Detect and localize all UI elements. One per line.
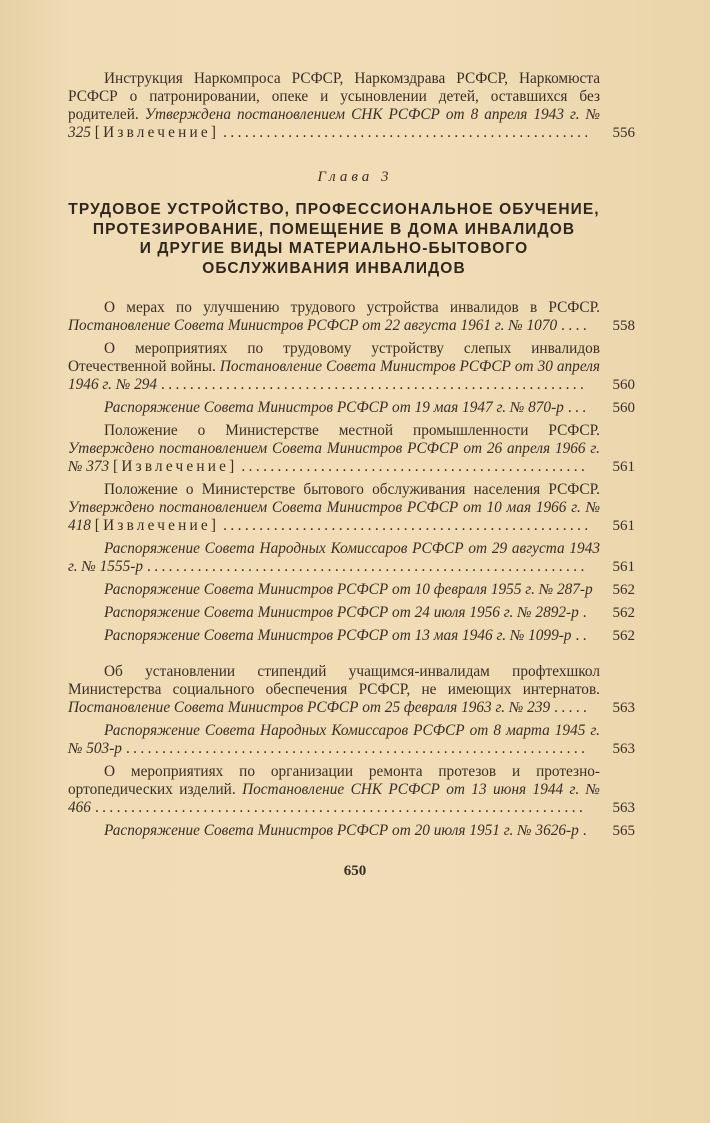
entry-source: Утверждено постановлением Совета Министров РСФСР от 26 апреля 1966 г. № 373: [68, 439, 600, 475]
entry-page-number: 563: [612, 740, 635, 757]
entry-text: [68, 299, 600, 335]
entry-source: Распоряжение Совета Министров РСФСР от 10 февраля 1955 г. № 287-р: [104, 580, 593, 598]
dot-leader: ...................................................: [223, 124, 592, 141]
contents-entry: [68, 626, 635, 645]
page-content: [68, 70, 635, 880]
dot-leader: .: [582, 821, 591, 839]
entry-source: Распоряжение Совета Народных Комиссаров РСФСР от 8 марта 1945 г. № 503-р: [68, 721, 600, 757]
entry-page-number: 562: [612, 604, 635, 621]
dot-leader: .............................................................: [147, 557, 588, 575]
entry-page-number: 560: [612, 399, 635, 416]
contents-entry: [68, 721, 635, 758]
entry-title: Об установлении стипендий учащимся-инвалидам профтехшкол Министерства социального обеспечения РСФСР, не имеющих интернатов.: [68, 662, 600, 698]
contents-entry: [68, 298, 635, 335]
page-number: 650: [343, 862, 367, 879]
entry-text: [68, 722, 600, 758]
entry-title: Положение о Министерстве бытового обслуживания населения РСФСР.: [104, 480, 600, 498]
dot-leader: .: [582, 603, 591, 621]
entry-page-number: 563: [612, 699, 635, 716]
dot-leader: ................................................................: [125, 739, 589, 757]
contents-entry: [68, 603, 635, 622]
contents-list: [68, 298, 635, 840]
entry-page-number: 560: [612, 376, 635, 393]
entry-text: [68, 399, 600, 417]
entry-page-number: 562: [612, 627, 635, 644]
entry-page-number: 562: [612, 581, 635, 598]
entry-page-number: 556: [612, 125, 635, 141]
entry-text: [68, 70, 600, 142]
entry-page-number: 561: [612, 558, 635, 575]
entry-text: [68, 340, 600, 394]
dot-leader: ....................................................................: [94, 798, 587, 816]
entry-source: Распоряжение Совета Министров РСФСР от 13 мая 1946 г. № 1099-р: [104, 626, 572, 644]
contents-entry: [68, 70, 635, 142]
entry-text: [68, 581, 600, 599]
contents-entry: [68, 398, 635, 417]
contents-entry: [68, 662, 635, 717]
contents-entry: [68, 762, 635, 817]
entry-source: Распоряжение Совета Министров РСФСР от 24 июля 1956 г. № 2892-р: [104, 603, 579, 621]
contents-entry: [68, 539, 635, 576]
contents-entry: [68, 339, 635, 394]
dot-leader: ..: [575, 626, 590, 644]
dot-leader: ...................................................: [223, 516, 592, 534]
chapter-title-line: ТРУДОВОЕ УСТРОЙСТВО, ПРОФЕССИОНАЛЬНОЕ ОБУЧЕНИЕ,: [68, 201, 600, 218]
entry-title: О мероприятиях по трудовому устройству слепых инвалидов Отечественной войны.: [68, 339, 600, 375]
chapter-title-line: ОБСЛУЖИВАНИЯ ИНВАЛИДОВ: [202, 260, 466, 278]
dot-leader: ...: [567, 398, 590, 416]
entry-source: Распоряжение Совета Народных Комиссаров РСФСР от 29 августа 1943 г. № 1555-р: [68, 539, 600, 575]
entry-text: [68, 763, 600, 817]
dot-leader: ...........................................................: [161, 375, 588, 393]
entry-source: Утверждено постановлением Совета Министров РСФСР от 10 мая 1966 г. № 418: [68, 498, 600, 534]
entry-source: Постановление Совета Министров РСФСР от 25 февраля 1963 г. № 239: [68, 698, 551, 716]
entry-text: [68, 822, 600, 840]
entry-source: Распоряжение Совета Министров РСФСР от 19 мая 1947 г. № 870-р: [104, 398, 564, 416]
entry-page-number: 563: [612, 799, 635, 816]
entry-page-number: 561: [612, 517, 635, 534]
entry-text: [68, 627, 600, 645]
entry-extract-note: [Извлечение]: [94, 124, 220, 141]
entry-source: Постановление СНК РСФСР от 13 июня 1944 г. № 466: [68, 780, 600, 816]
entry-page-number: 558: [612, 317, 635, 334]
entry-source: Постановление Совета Министров РСФСР от 30 апреля 1946 г. № 294: [68, 357, 601, 393]
entry-text: [68, 540, 600, 576]
chapter-label: Глава 3: [317, 169, 393, 185]
entry-text: [68, 604, 600, 622]
entry-text: [68, 663, 600, 717]
entry-text: [68, 481, 600, 535]
entry-extract-note: [Извлечение]: [113, 457, 238, 475]
contents-entry: [68, 421, 635, 476]
chapter-title: [28, 200, 640, 279]
dot-leader: ................................................: [241, 457, 589, 475]
contents-entry: [68, 821, 635, 840]
entry-source: Утверждена постановлением СНК РСФСР от 8 апреля 1943 г. № 325: [68, 106, 600, 141]
dot-leader: ....: [561, 316, 591, 334]
contents-entry: [68, 580, 635, 599]
entry-title: Инструкция Наркомпроса РСФСР, Наркомздрава РСФСР, Наркомюста РСФСР о патронировании, опеке и усыновлении детей, оставшихся без родителей.: [68, 70, 600, 123]
entry-title: Положение о Министерстве местной промышленности РСФСР.: [104, 421, 600, 439]
entry-extract-note: [Извлечение]: [94, 516, 220, 534]
chapter-title-line: И ДРУГИЕ ВИДЫ МАТЕРИАЛЬНО-БЫТОВОГО: [139, 240, 529, 258]
chapter-title-line: ПРОТЕЗИРОВАНИЕ, ПОМЕЩЕНИЕ В ДОМА ИНВАЛИДОВ: [92, 220, 576, 238]
entry-title: О мероприятиях по организации ремонта протезов и протезно-ортопедических изделий.: [68, 762, 600, 798]
dot-leader: .....: [554, 698, 591, 716]
entry-text: [68, 422, 600, 476]
entry-page-number: 565: [612, 822, 635, 839]
entry-page-number: 561: [612, 458, 635, 475]
entry-source: Распоряжение Совета Министров РСФСР от 20 июля 1951 г. № 3626-р: [104, 821, 579, 839]
contents-entry: [68, 480, 635, 535]
entry-source: Постановление Совета Министров РСФСР от 22 августа 1961 г. № 1070: [68, 316, 558, 334]
entry-title: О мерах по улучшению трудового устройства инвалидов в РСФСР.: [104, 298, 600, 316]
